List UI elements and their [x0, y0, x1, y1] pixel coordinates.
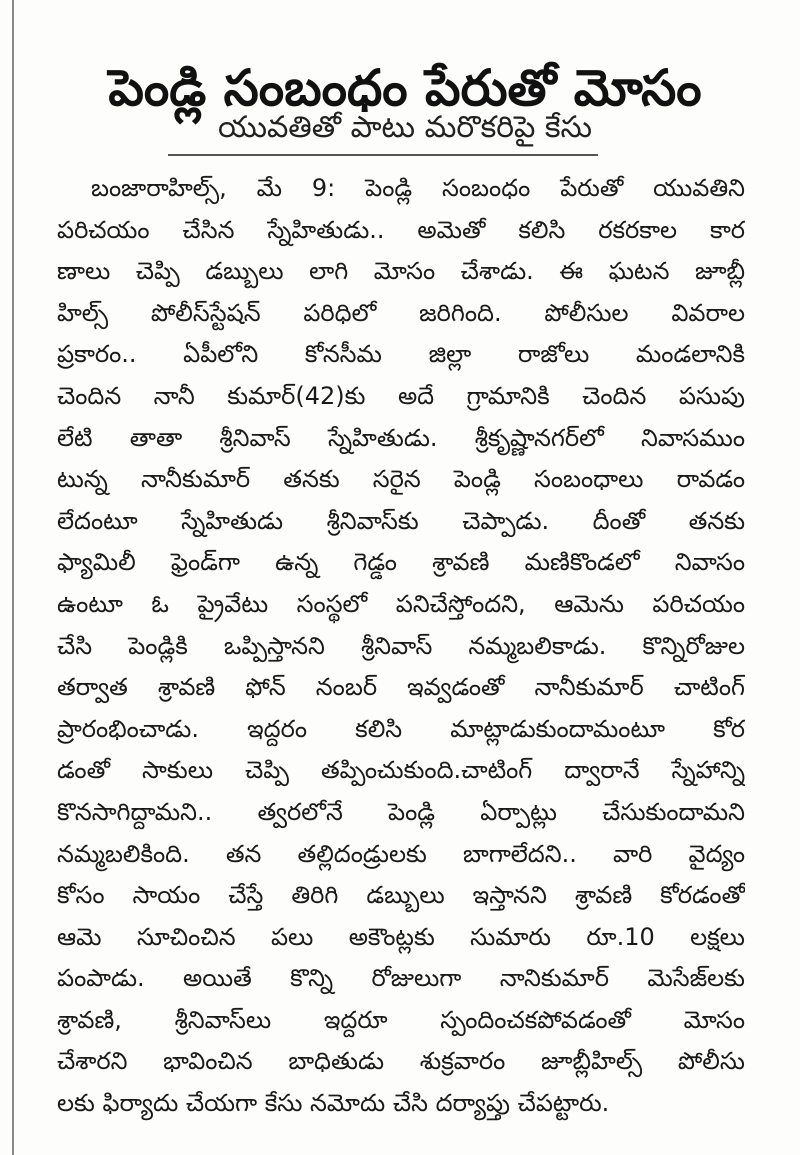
article-line: చెందిన నానీ కుమార్(42)కు అదే గ్రామానికి చెందిన పసుపు: [57, 381, 745, 410]
article-line: లేదంటూ స్నేహితుడు శ్రీనివాస్‌కు చెప్పాడు. దీంతో తనకు: [57, 506, 745, 535]
article-line: చేశారని భావించిన బాధితుడు శుక్రవారం జూబ్లీహిల్స్ పోలీసు: [57, 1047, 745, 1076]
article-line: బంజారాహిల్స్, మే 9: పెండ్లి సంబంధం పేరుతో యువతిని: [91, 174, 745, 202]
subheadline: యువతితో పాటు మరొకరిపై కేసు: [218, 110, 592, 145]
column-divider: [12, 0, 14, 1155]
article-line: ఆమె సూచించిన పలు అకౌంట్లకు సుమారు రూ.10 లక్షలు: [57, 922, 745, 951]
article-line: డంతో సాకులు చెప్పి తప్పించుకుంది.చాటింగ్ ద్వారానే స్నేహాన్ని: [57, 756, 745, 785]
article-line: కొనసాగిద్దామని.. త్వరలోనే పెండ్లి ఏర్పాట్లు చేసుకుందామని: [57, 797, 745, 826]
article-line: హిల్స్ పోలీస్‌స్టేషన్ పరిధిలో జరిగింది. పోలీసుల వివరాల: [57, 298, 745, 327]
subheadline-underline: [168, 154, 598, 156]
article-line: ప్రకారం.. ఏపీలోని కోనసీమ జిల్లా రాజోలు మండలానికి: [57, 340, 745, 369]
article-line: కోసం సాయం చేస్తే తిరిగి డబ్బులు ఇస్తానని శ్రావణి కోరడంతో: [57, 881, 745, 910]
article-line: ఫ్యామిలీ ఫ్రెండ్‌గా ఉన్న గెడ్డం శ్రావణి మణికొండలో నివాసం: [57, 548, 745, 577]
article-line: నమ్మబలికింది. తన తల్లిదండ్రులకు బాగాలేదని.. వారి వైద్యం: [57, 839, 745, 868]
article-body: [57, 168, 745, 1125]
article-line: పంపాడు. అయితే కొన్ని రోజులుగా నానికుమార్ మెసేజ్‌లకు: [57, 964, 745, 993]
article-line: చేసి పెండ్లికి ఒప్పిస్తానని శ్రీనివాస్ నమ్మబలికాడు. కొన్నిరోజుల: [57, 631, 745, 660]
article-line: శ్రావణి, శ్రీనివాస్‌లు ఇద్దరూ స్పందించకపోవడంతో మోసం: [57, 1005, 745, 1034]
article-line: ప్రారంభించాడు. ఇద్దరం కలిసి మాట్లాడుకుందామంటూ కోర: [57, 714, 745, 743]
article-line: పరిచయం చేసిన స్నేహితుడు.. అమెతో కలిసి రకరకాల కార: [57, 215, 745, 244]
article-line: టున్న నానీకుమార్ తనకు సరైన పెండ్లి సంబంధాలు రావడం: [57, 465, 745, 494]
article-line: తర్వాత శ్రావణి ఫోన్ నంబర్ ఇవ్వడంతో నానీకుమార్ చాటింగ్: [57, 673, 745, 702]
article-line: ణాలు చెప్పి డబ్బులు లాగి మోసం చేశాడు. ఈ ఘటన జూబ్లీ: [57, 257, 745, 286]
headline: పెండ్లి సంబంధం పేరుతో మోసం: [108, 58, 702, 117]
article-line: లకు ఫిర్యాదు చేయగా కేసు నమోదు చేసి దర్యాప్తు చేపట్టారు.: [57, 1089, 610, 1118]
article-line: లేటి తాతా శ్రీనివాస్ స్నేహితుడు. శ్రీకృష్ణానగర్‌లో నివాసముం: [57, 423, 745, 452]
article-line: ఉంటూ ఓ ప్రైవేటు సంస్థలో పనిచేస్తోందని, ఆమెను పరిచయం: [57, 589, 745, 618]
